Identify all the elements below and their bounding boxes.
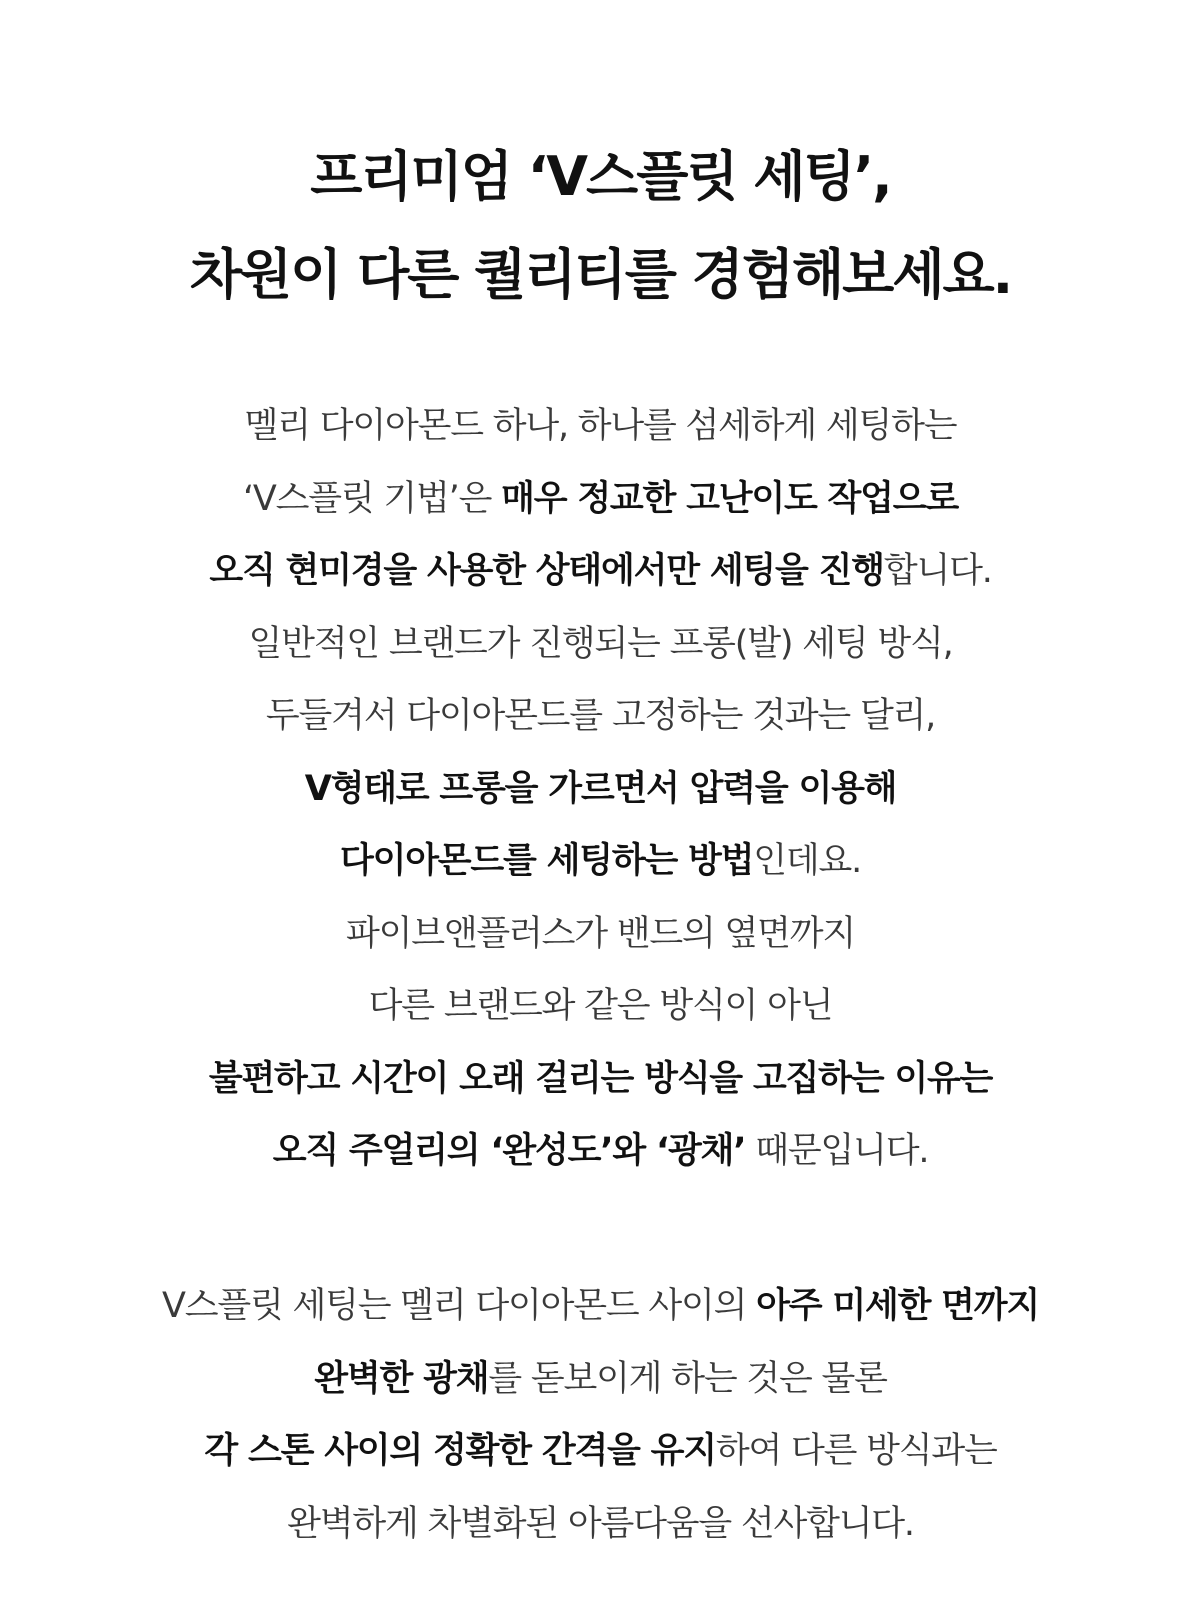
text-line (0, 753, 1201, 826)
headline-line-2: 차원이 다른 퀄리티를 경험해보세요. (189, 243, 1012, 306)
text-line (0, 1415, 1201, 1488)
text-segment: 파이브앤플러스가 밴드의 옆면까지 (345, 913, 855, 954)
emphasis-text: 다이아몬드를 세팅하는 방법 (339, 841, 754, 881)
emphasis-text: 아주 미세한 면까지 (756, 1286, 1039, 1326)
emphasis-text: 각 스톤 사이의 정확한 간격을 유지 (204, 1431, 716, 1471)
emphasis-text: 매우 정교한 고난이도 작업으로 (501, 478, 958, 519)
text-segment: 때문입니다. (745, 1131, 929, 1171)
text-line (0, 825, 1201, 898)
text-line (0, 1270, 1201, 1343)
text-segment: 일반적인 브랜드가 진행되는 프롱(발) 세팅 방식, (248, 623, 953, 664)
paragraph-setting-method (0, 390, 1201, 1188)
text-line (0, 390, 1201, 463)
text-segment: 하여 다른 방식과는 (715, 1431, 997, 1471)
headline-line-1: 프리미엄 ‘V스플릿 세팅’, (310, 145, 891, 208)
text-segment: ‘V스플릿 기법’은 (243, 478, 502, 519)
text-segment: 멜리 다이아몬드 하나, 하나를 섬세하게 세팅하는 (244, 406, 957, 446)
text-line (0, 608, 1201, 681)
emphasis-text: 오직 주얼리의 ‘완성도’와 ‘광채’ (272, 1131, 746, 1171)
text-line (0, 1343, 1201, 1416)
text-line (0, 1488, 1201, 1561)
text-segment: 두들겨서 다이아몬드를 고정하는 것과는 달리, (265, 696, 936, 736)
paragraph-v-split-benefits (0, 1270, 1201, 1560)
headline (0, 128, 1201, 324)
text-line (0, 970, 1201, 1043)
emphasis-text: 불편하고 시간이 오래 걸리는 방식을 고집하는 이유는 (208, 1058, 993, 1099)
text-line (0, 898, 1201, 971)
text-line (0, 1043, 1201, 1116)
text-segment: 인데요. (753, 841, 862, 881)
text-segment: 합니다. (883, 551, 992, 591)
text-line (0, 1115, 1201, 1188)
text-line (0, 535, 1201, 608)
text-line (0, 680, 1201, 753)
text-line (0, 463, 1201, 536)
emphasis-text: V형태로 프롱을 가르면서 압력을 이용해 (304, 768, 897, 809)
text-segment: 다른 브랜드와 같은 방식이 아닌 (368, 986, 833, 1026)
emphasis-text: 완벽한 광채 (314, 1358, 489, 1399)
text-segment: V스플릿 세팅는 멜리 다이아몬드 사이의 (162, 1286, 757, 1326)
emphasis-text: 오직 현미경을 사용한 상태에서만 세팅을 진행 (209, 551, 884, 591)
text-segment: 완벽하게 차별화된 아름다움을 선사합니다. (287, 1503, 914, 1544)
text-segment: 를 돋보이게 하는 것은 물론 (488, 1358, 887, 1399)
